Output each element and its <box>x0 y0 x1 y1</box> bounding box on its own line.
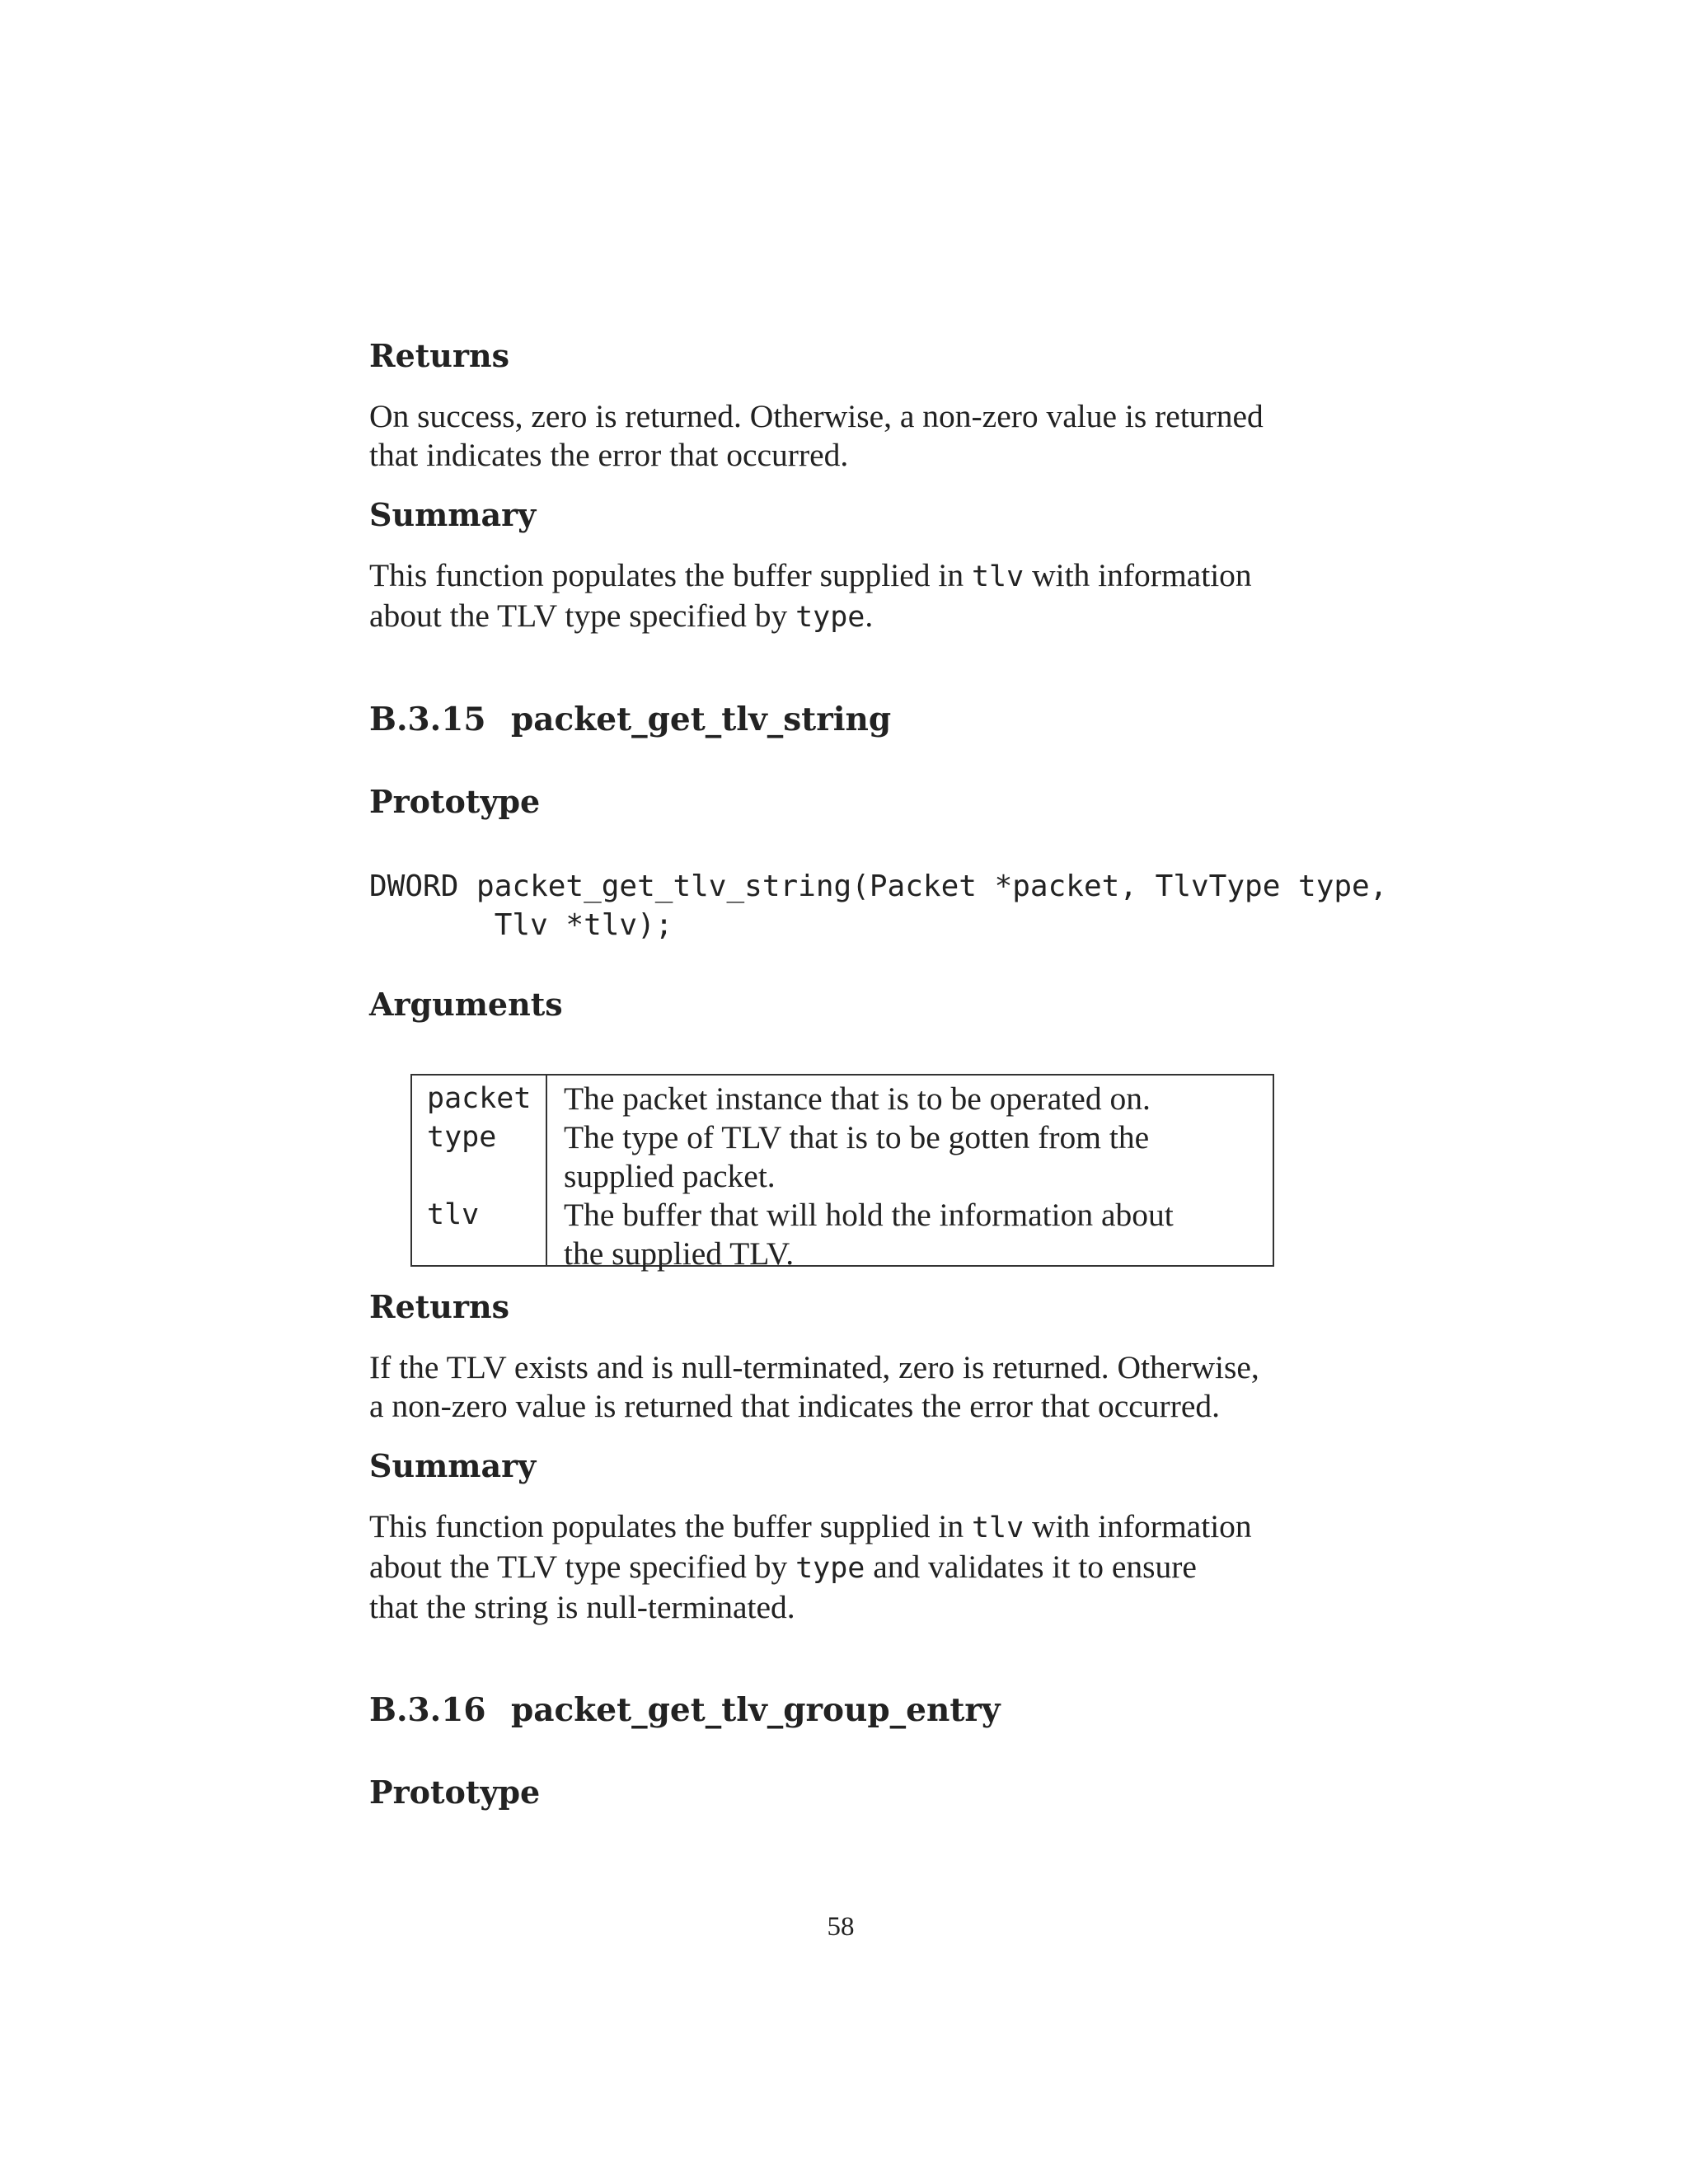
arg-desc-line: the supplied TLV. <box>564 1235 795 1272</box>
arguments-table <box>410 1074 1274 1272</box>
summary-line-1 <box>369 1507 1325 1548</box>
returns-paragraph-b315 <box>369 1348 1325 1426</box>
section-title: packet_get_tlv_group_entry <box>511 1691 1001 1729</box>
summary-paragraph <box>369 556 1325 637</box>
summary-heading: Summary <box>369 496 537 533</box>
document-page <box>369 0 1388 2184</box>
summary-text: This function populates the buffer supplied in <box>369 1508 972 1544</box>
summary-text: about the TLV type specified by <box>369 1549 796 1585</box>
summary-line-2 <box>369 1548 1325 1588</box>
returns-paragraph <box>369 397 1325 475</box>
summary-text: . <box>865 598 874 634</box>
summary-code-type: type <box>795 1552 865 1585</box>
summary-line-3: that the string is null-terminated. <box>369 1589 795 1625</box>
arguments-heading: Arguments <box>369 986 563 1023</box>
prototype-line-1: DWORD packet_get_tlv_string(Packet *packet, TlvType type, <box>369 869 1388 903</box>
summary-code-tlv: tlv <box>971 1511 1025 1544</box>
arg-desc-tlv <box>564 1196 1261 1273</box>
prototype-code <box>369 867 1387 944</box>
section-title: packet_get_tlv_string <box>511 701 892 738</box>
summary-text: with information <box>1024 557 1252 593</box>
summary-code-tlv: tlv <box>971 560 1025 593</box>
summary-text: and validates it to ensure <box>865 1549 1197 1585</box>
summary-code-type: type <box>795 601 865 634</box>
arg-name-type: type <box>427 1121 497 1154</box>
summary-paragraph-b315 <box>369 1507 1325 1627</box>
summary-text: about the TLV type specified by <box>369 598 796 634</box>
section-number: B.3.16 <box>369 1691 486 1729</box>
returns-heading-b315: Returns <box>369 1288 509 1325</box>
prototype-line-2: Tlv *tlv); <box>369 908 673 942</box>
section-heading-b315 <box>369 701 891 738</box>
returns-line-2: that indicates the error that occurred. <box>369 437 849 473</box>
prototype-heading-b316: Prototype <box>369 1774 541 1811</box>
returns-line-2: a non-zero value is returned that indicates the error that occurred. <box>369 1388 1221 1424</box>
summary-line-2 <box>369 597 1325 637</box>
summary-line-1 <box>369 556 1325 597</box>
returns-line-1: On success, zero is returned. Otherwise, a non-zero value is returned <box>369 398 1264 434</box>
prototype-heading: Prototype <box>369 783 541 820</box>
arg-name-tlv: tlv <box>427 1198 480 1231</box>
arg-name-packet: packet <box>427 1082 532 1115</box>
arg-desc-line: The buffer that will hold the information about <box>564 1197 1174 1233</box>
page-number: 58 <box>827 1912 855 1942</box>
section-heading-b316 <box>369 1691 1001 1729</box>
summary-text: with information <box>1024 1508 1252 1544</box>
arg-desc-type <box>564 1118 1261 1196</box>
summary-text: This function populates the buffer supplied in <box>369 557 972 593</box>
summary-heading-b315: Summary <box>369 1447 537 1484</box>
arg-desc-line: The type of TLV that is to be gotten from the <box>564 1119 1150 1155</box>
arg-desc-line: supplied packet. <box>564 1158 776 1194</box>
table-divider <box>546 1076 547 1265</box>
arg-desc-line: The packet instance that is to be operated on. <box>564 1080 1151 1117</box>
returns-line-1: If the TLV exists and is null-terminated, zero is returned. Otherwise, <box>369 1349 1259 1385</box>
section-number: B.3.15 <box>369 701 486 738</box>
arg-desc-packet <box>564 1080 1261 1118</box>
returns-heading: Returns <box>369 337 509 374</box>
